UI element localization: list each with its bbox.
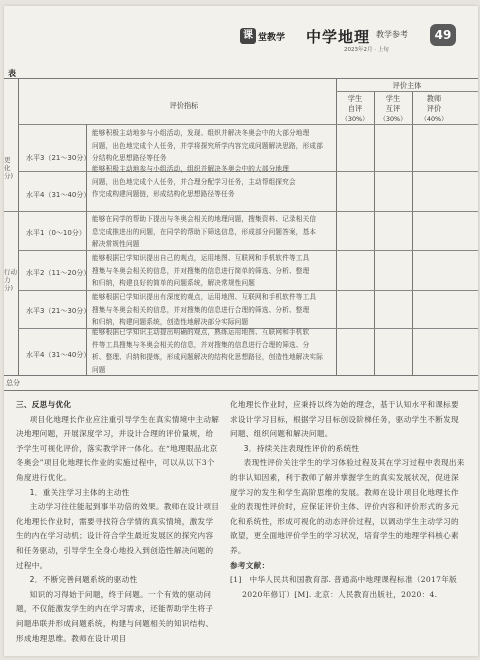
issue-date: 2023年2月 · 上旬 xyxy=(344,47,389,53)
right-column xyxy=(230,398,466,602)
paragraph: 项目化地理长作业应注重引导学生在真实情境中主动解决地理问题，开展深度学习，并设计合理的评价量规，给予学生可视化评价，落实教学评一体化。在“地理眼品北京冬奥会”项目化地理长作业的实施过程中，可以从以下3个角度进行优化。 xyxy=(16,414,220,482)
side-label: 更 化 分) xyxy=(4,156,14,180)
paragraph: 表现性评价关注学生的学习体验过程及其在学习过程中表现出来的非认知因素，利于教师了解并掌握学生的真实发展状况，促进深度学习的发生和学生高阶思维的发展。教师在设计项目化地理长作业的表现性评价时，应保证评价主体、评价内容和评价形式的多元化和系统性，形成可视化的动态评价过程，以调动学生主动学习的欲望，更全面地评价学生的学习状况，培育学生的地理学科核心素养。 xyxy=(230,458,465,555)
total-label: 总分 xyxy=(6,379,20,387)
subject-teacher: 教师 评价 （40%） xyxy=(420,94,448,123)
magazine-title: 中学地理 xyxy=(306,28,371,46)
table-divider xyxy=(412,91,413,375)
paragraph: 化地理长作业时，应秉持以终为始的理念，基于认知水平和课标要求设计学习目标，根据学习目标创设阶梯任务，驱动学生不断发现问题、组织问题和解决问题。 xyxy=(230,400,459,439)
level-label: 水平4（31～40分） xyxy=(26,191,91,199)
table-divider xyxy=(18,124,478,125)
indicator-text: 能够在同学的帮助下提出与冬奥会相关的地理问题，搜集资料、记录相关信 息完成推进出的问题，在同学的帮助下筛选信息，形成部分问题答案，基本 解决常规性问题 xyxy=(92,215,317,249)
subject-self: 学生 自评 （30%） xyxy=(341,94,369,123)
subject-peer: 学生 互评 （30%） xyxy=(379,94,407,123)
indicator-text: 能够根据已学知识提出自己的观点，运用地图、互联网和手机软件等工具 搜集与冬奥会相关的信息，并对搜集的信息进行简单的筛选、分析、整理 和归纳，构建良好的简单的问题系统，解决常规性问题 xyxy=(92,254,310,288)
level-label: 水平4（31～40分） xyxy=(26,351,91,359)
section-heading: 三、反思与优化 xyxy=(16,400,72,409)
subject-header: 评价主体 xyxy=(392,81,422,90)
paragraph: 主动学习往往能起到事半功倍的效果。教师在设计项目化地理长作业时，需要寻找符合学情的真实情境，激发学生的内在学习动机；设计符合学生最近发展区的探究内容和任务驱动，引导学生全身心地投入到创造性解决问题的过程中。 xyxy=(16,502,220,570)
table-divider xyxy=(374,91,375,375)
indicator-text: 能够根据已学知识主动提出明确的观点，熟练运用地图、互联网和手机软 件等工具搜集与冬奥会相关的信息，并对搜集的信息进行合理的筛选、分 析、整理、归纳和提炼，形成问题解决的结构化思想路径，创造性地解决实际 问题 xyxy=(92,328,323,374)
subsection-heading: 2．不断完善问题系统的驱动性 xyxy=(29,575,138,585)
left-column xyxy=(16,398,221,646)
paragraph: 知识的习得始于问题，终于问题。一个有效的驱动问题，不仅能激发学生的内在学习需求，还能帮助学生将子问题串联并形成问题系统，构建与问题相关的知识结构、形成地理思维。教师在设计项目 xyxy=(16,589,214,643)
indicator-text: 能够积极主动地参与小组活动，发现、组织并解决冬奥会中的大部分地理 问题，出色地完成个人任务，并学将探究所学内容完成问题解决思路，形成部 分结构化思想路径等任务 xyxy=(92,129,323,163)
references-heading: 参考文献： xyxy=(230,560,270,570)
magazine-subtitle: 教学参考 xyxy=(376,30,408,39)
table-total-rule xyxy=(4,390,478,391)
side-label: 行动 力 分) xyxy=(4,268,17,292)
reference-item: [1] 中华人民共和国教育部. 普通高中地理课程标准（2017年版2020年修订）[M]. 北京：人民教育出版社，2020：4. xyxy=(230,575,458,599)
subsection-heading: 1．重关注学习主体的主动性 xyxy=(29,487,130,497)
column-logo-icon: 课 xyxy=(240,28,256,44)
table-divider xyxy=(18,78,19,375)
indicator-text: 能够根据已学知识提出有深度的观点，运用地图、互联网和手机软件等工具 搜集与冬奥会相关的信息，并对搜集的信息进行合理的筛选、分析、整理 和归纳，构建问题系统，创造性地解决部分实际问题 xyxy=(92,293,317,327)
table-label: 表 xyxy=(8,69,16,78)
table-divider xyxy=(18,250,478,251)
indicator-text: 能够积极主动地参与小组活动，组织并解决冬奥会中的大部分地理 问题，出色地完成个人任务，并合理分配学习任务，主动帮组探究会 作完成构建问题链，形成结构化思想路径等任务 xyxy=(92,165,296,199)
table-top-rule xyxy=(4,78,478,79)
page-header xyxy=(4,24,478,56)
table-divider xyxy=(336,91,478,92)
page-number: 49 xyxy=(430,24,456,46)
journal-page xyxy=(4,6,478,656)
indicator-header: 评价指标 xyxy=(169,101,199,110)
table-bottom-rule xyxy=(4,375,478,376)
table-divider xyxy=(4,211,478,212)
level-label: 水平2（11～20分） xyxy=(26,269,91,277)
level-label: 水平3（21～30分） xyxy=(26,307,91,315)
subsection-heading: 3．持续关注表现性评价的系统性 xyxy=(243,443,360,453)
level-label: 水平3（21～30分） xyxy=(26,154,91,162)
column-name: 堂教学 xyxy=(258,33,286,43)
level-label: 水平1（0～10分） xyxy=(26,229,86,237)
